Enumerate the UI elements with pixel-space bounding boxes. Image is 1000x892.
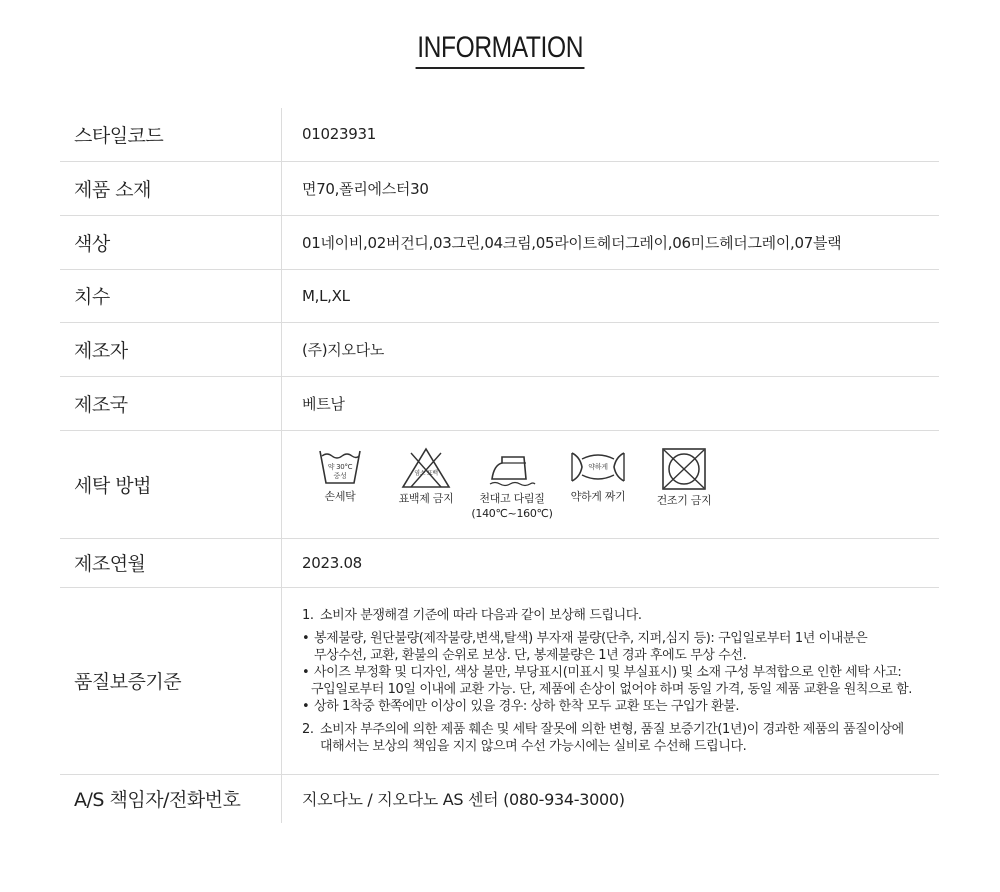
warranty-content — [282, 587, 940, 774]
info-table — [60, 108, 939, 823]
warranty-bullet-1: • 봉제불량, 원단불량(제작불량,변색,탈색) 부자재 불량(단추, 지퍼,심지 등): 구입일로부터 1년 이내분은 무상수선, 교환, 환불의 순위로 보상. 단, 봉제불량은 1년 경과 후에도 무상 수선. — [302, 630, 868, 663]
hand-wash-detergent: 중성 — [333, 472, 347, 480]
warranty-item-1-text: 소비자 분쟁해결 기준에 따라 다음과 같이 보상해 드립니다. — [320, 607, 642, 623]
country-value: 베트남 — [282, 376, 940, 430]
row-color — [60, 215, 939, 269]
row-washing — [60, 430, 939, 538]
date-value: 2023.08 — [282, 538, 940, 587]
warranty-bullet-2-line2: 구입일로부터 10일 이내에 교환 가능. 단, 제품에 손상이 없어야 하며 동일 가격, 동일 제품 교환을 원칙으로 함. — [311, 681, 913, 697]
iron-item — [469, 447, 555, 521]
row-size — [60, 269, 939, 322]
warranty-item-2: 2. 소비자 부주의에 의한 제품 훼손 및 세탁 잘못에 의한 변형, 품질 보증기간(1년)이 경과한 제품의 품질이상에 대해서는 보상의 책임을 지지 않으며 수선 가능시에는 실비로 수선해 드립니다. — [302, 721, 904, 754]
as-label: A/S 책임자/전화번호 — [60, 774, 282, 823]
gentle-wring-text: 약하게 — [588, 463, 608, 471]
gentle-wring-icon — [568, 447, 628, 487]
no-bleach-caption: 표백제 금지 — [398, 492, 454, 505]
warranty-item-2-line1: 소비자 부주의에 의한 제품 훼손 및 세탁 잘못에 의한 변형, 품질 보증기간(1년)이 경과한 제품의 품질이상에 — [320, 721, 904, 737]
warranty-item-1: 1. 소비자 분쟁해결 기준에 따라 다음과 같이 보상해 드립니다. — [302, 607, 642, 623]
iron-caption-line1: 천대고 다림질 — [479, 492, 545, 505]
hand-wash-temp: 약 30°C — [327, 463, 353, 471]
row-style-code — [60, 108, 939, 161]
warranty-bullet-2-line1: 사이즈 부정확 및 디자인, 색상 불만, 부당표시(미표시 및 부실표시) 및 소재 구성 부적합으로 인한 세탁 사고: — [314, 664, 902, 680]
no-tumble-dry-icon — [661, 447, 707, 491]
no-tumble-dry-item — [641, 447, 727, 508]
warranty-label: 품질보증기준 — [60, 587, 282, 774]
row-date — [60, 538, 939, 587]
iron-caption-line2: (140℃~160℃) — [471, 507, 553, 520]
warranty-bullet-1-line1: 봉제불량, 원단불량(제작불량,변색,탈색) 부자재 불량(단추, 지퍼,심지 등): 구입일로부터 1년 이내분은 — [314, 630, 868, 646]
maker-label: 제조자 — [60, 322, 282, 376]
page-title-wrap — [0, 30, 1000, 69]
gentle-wring-item — [555, 447, 641, 504]
as-value: 지오다노 / 지오다노 AS 센터 (080-934-3000) — [302, 790, 625, 810]
size-label: 치수 — [60, 269, 282, 322]
hand-wash-item — [297, 447, 383, 504]
washing-icons — [282, 430, 940, 538]
no-bleach-text: 염소 표백 — [414, 470, 438, 477]
gentle-wring-caption: 약하게 짜기 — [570, 490, 626, 503]
country-label: 제조국 — [60, 376, 282, 430]
no-bleach-icon — [401, 447, 451, 489]
maker-value: (주)지오다노 — [282, 322, 940, 376]
iron-icon — [488, 447, 536, 489]
material-value: 면70,폴리에스터30 — [282, 161, 940, 215]
row-as — [60, 774, 939, 823]
warranty-bullet-1-line2: 무상수선, 교환, 환불의 순위로 보상. 단, 봉제불량은 1년 경과 후에도 무상 수선. — [314, 647, 747, 663]
no-bleach-item — [383, 447, 469, 506]
warranty-item-2-line2: 대해서는 보상의 책임을 지지 않으며 수선 가능시에는 실비로 수선해 드립니다. — [320, 738, 747, 754]
row-material — [60, 161, 939, 215]
material-label: 제품 소재 — [60, 161, 282, 215]
color-value: 01네이비,02버건디,03그린,04크림,05라이트헤더그레이,06미드헤더그레이,07블랙 — [282, 215, 940, 269]
date-label: 제조연월 — [60, 538, 282, 587]
washing-label: 세탁 방법 — [60, 430, 282, 538]
hand-wash-caption: 손세탁 — [324, 490, 356, 503]
warranty-bullet-2: • 사이즈 부정확 및 디자인, 색상 불만, 부당표시(미표시 및 부실표시) 및 소재 구성 부적합으로 인한 세탁 사고: 구입일로부터 10일 이내에 교환 가능. 단, 제품에 손상이 없어야 하며 동일 가격, 동일 제품 교환을 원칙으로 함. — [302, 664, 913, 697]
row-country — [60, 376, 939, 430]
no-tumble-dry-caption: 건조기 금지 — [656, 494, 712, 507]
row-maker — [60, 322, 939, 376]
page-title: INFORMATION — [415, 30, 584, 69]
warranty-bullet-3: • 상하 1착중 한쪽에만 이상이 있을 경우: 상하 한착 모두 교환 또는 구입가 환불. — [302, 698, 740, 714]
style-code-value: 01023931 — [282, 108, 940, 161]
hand-wash-icon — [318, 447, 362, 487]
style-code-label: 스타일코드 — [60, 108, 282, 161]
row-warranty — [60, 587, 939, 774]
color-label: 색상 — [60, 215, 282, 269]
iron-caption — [471, 491, 552, 521]
size-value: M,L,XL — [282, 269, 940, 322]
